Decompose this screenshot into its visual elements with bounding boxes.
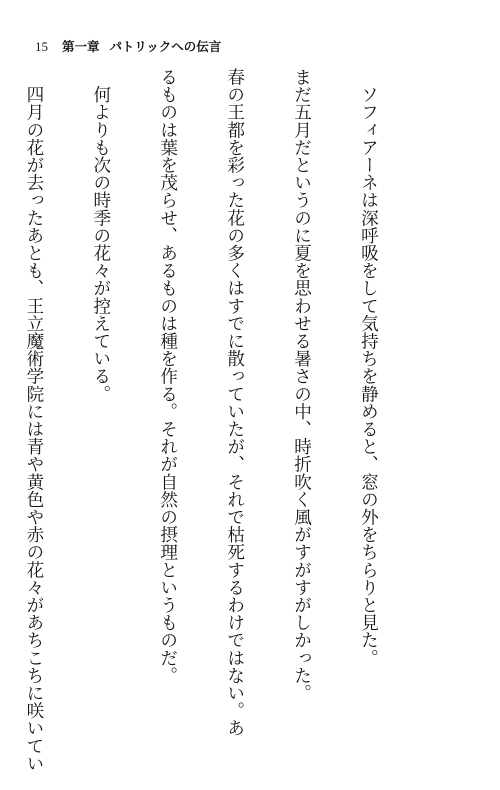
running-header: [35, 37, 221, 55]
text-line: 何よりも次の時季の花々が控えている。: [90, 68, 111, 403]
text-line: るものは葉を茂らせ、あるものは種を作る。それが自然の摂理というものだ。: [157, 68, 178, 684]
chapter-label: 第一章: [62, 39, 100, 54]
page-number: 15: [35, 39, 48, 54]
text-line: まだ五月だというのに夏を思わせる暑さの中、時折吹く風がすがすがしかった。: [291, 68, 312, 702]
text-line: 四月の花が去ったあとも、王立魔術学院には青や黄色や赤の花々があちこちに咲いてい: [23, 68, 44, 772]
chapter-title: パトリックへの伝言: [109, 39, 222, 54]
text-line: 春の王都を彩った花の多くはすでに散っていたが、それで枯死するわけではない。あ: [224, 68, 245, 737]
vertical-body-text: [0, 68, 424, 772]
text-line: ソフィアーネは深呼吸をして気持ちを静めると、窓の外をちらりと見た。: [358, 68, 379, 667]
